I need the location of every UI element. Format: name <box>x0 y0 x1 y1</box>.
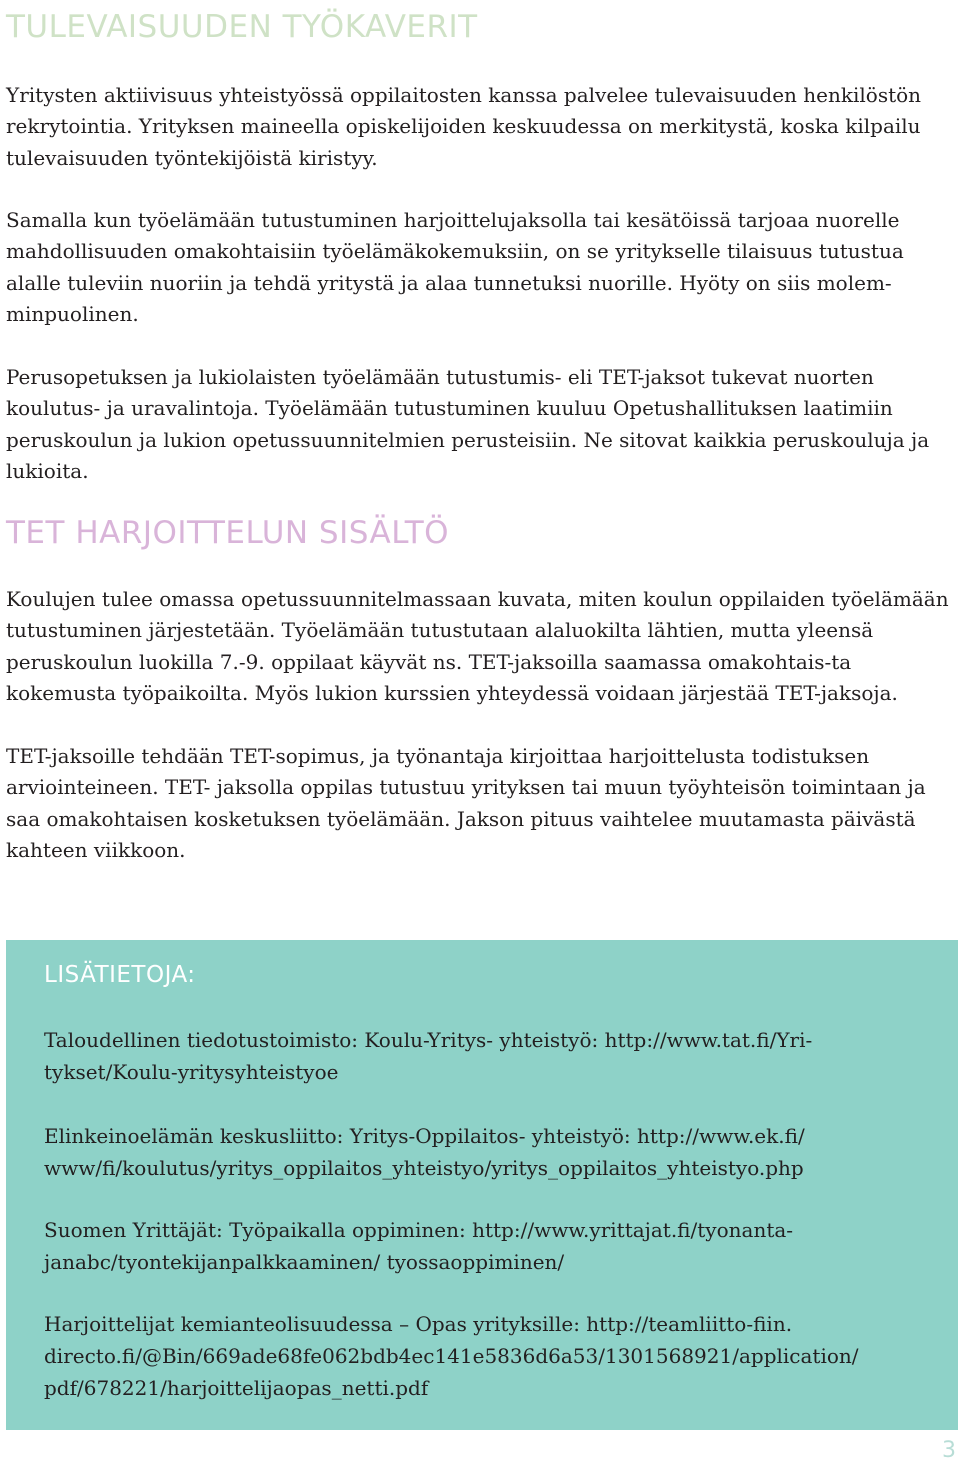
paragraph-tet-jaksot: Perusopetuksen ja lukiolaisten työelämään tutustumis- eli TET-jaksot tukevat nuorten koulutus- ja uravalintoja. Työelämään tutustuminen kuuluu Opetushallituksen laatimiin peruskoulun ja lukion opetussuunnitelmien perusteisiin. Ne sitovat kaikkia peruskouluja ja lukioita. <box>6 365 930 483</box>
section-heading-tulevaisuuden-tyokaverit: TULEVAISUUDEN TYÖKAVERIT <box>6 9 478 45</box>
info-box-title: LISÄTIETOJA: <box>44 962 196 988</box>
page-number: 3 <box>942 1438 956 1463</box>
paragraph-tet-sopimus: TET-jaksoille tehdään TET-sopimus, ja työnantaja kirjoittaa harjoittelusta todistuksen arviointeineen. TET- jaksolla oppilas tutustuu yrityksen tai muun työyhteisön toimintaan ja saa omakohtaisen kosketuksen työelämään. Jakson pituus vaihtelee muutamasta päivästä kahteen viikkoon. <box>6 744 926 862</box>
info-link-tat[interactable]: Taloudellinen tiedotustoimisto: Koulu-Yritys- yhteistyö: http://www.tat.fi/Yri-tykset/Koulu-yritysyhteistyoe <box>44 1028 813 1084</box>
paragraph-rekrytointi: Yritysten aktiivisuus yhteistyössä oppilaitosten kanssa palvelee tulevaisuuden henkilöstön rekrytointia. Yrityksen maineella opiskelijoiden keskuudessa on merkitystä, koska kilpailu tulevaisuuden työntekijöistä kiristyy. <box>6 83 922 170</box>
paragraph-tyoelamaan-tutustuminen: Samalla kun työelämään tutustuminen harjoittelujaksolla tai kesätöissä tarjoaa nuorelle mahdollisuuden omakohtaisiin työelämäkokemuksiin, on se yritykselle tilaisuus tutustua alalle tuleviin nuoriin ja tehdä yritystä ja alaa tunnetuksi nuorille. Hyöty on siis molem-minpuolinen. <box>6 208 904 326</box>
section-heading-tet-harjoittelun-sisalto: TET HARJOITTELUN SISÄLTÖ <box>6 515 450 551</box>
info-box <box>6 940 958 1430</box>
info-link-yrittajat[interactable]: Suomen Yrittäjät: Työpaikalla oppiminen: http://www.yrittajat.fi/tyonanta-janabc/tyontekijanpalkkaaminen/ tyossaoppiminen/ <box>44 1218 794 1274</box>
info-link-ek[interactable]: Elinkeinoelämän keskusliitto: Yritys-Oppilaitos- yhteistyö: http://www.ek.fi/ www/fi/koulutus/yritys_oppilaitos_yhteistyo/yritys_oppilaitos_yhteistyo.php <box>44 1124 805 1180</box>
info-link-teamliitto[interactable]: Harjoittelijat kemianteolisuudessa – Opas yrityksille: http://teamliitto-fiin. directo.fi/@Bin/669ade68fe062bdb4ec141e5836d6a53/1301568921/application/ pdf/678221/harjoittelijaopas_netti.pdf <box>44 1312 859 1400</box>
paragraph-opetussuunnitelma: Koulujen tulee omassa opetussuunnitelmassaan kuvata, miten koulun oppilaiden työelämään tutustuminen järjestetään. Työelämään tutustutaan alaluokilta lähtien, mutta yleensä peruskoulun luokilla 7.-9. oppilaat käyvät ns. TET-jaksoilla saamassa omakohtais-ta kokemusta työpaikoilta. Myös lukion kurssien yhteydessä voidaan järjestää TET-jaksoja. <box>6 587 949 705</box>
